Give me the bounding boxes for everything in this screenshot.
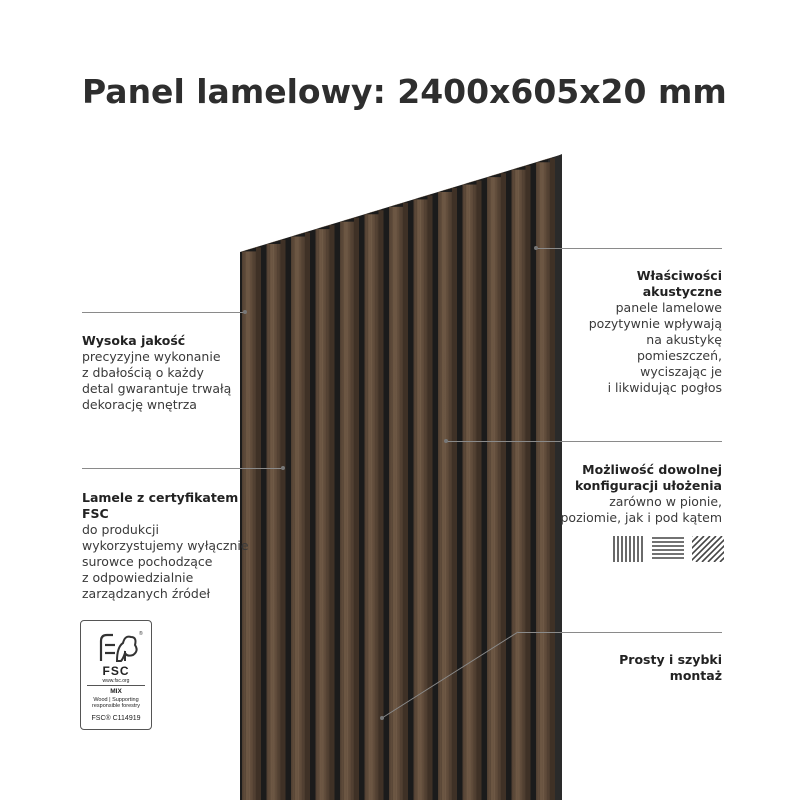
configuration-line: poziomie, jak i pod kątem (560, 510, 722, 525)
fsc-feature (82, 490, 249, 602)
configuration-feature (561, 462, 723, 526)
horizontal-lines-icon (652, 536, 684, 562)
configuration-heading: Możliwość dowolnej (582, 462, 722, 477)
quality-line: dekorację wnętrza (82, 397, 197, 412)
fsc-badge-divider (87, 685, 145, 686)
fsc-badge-mix: MIX (110, 688, 122, 695)
fsc-line: zarządzanych źródeł (82, 586, 211, 601)
configuration-line: zarówno w pionie, (609, 494, 722, 509)
fsc-line: z odpowiedzialnie (82, 570, 194, 585)
fsc-badge-desc: Wood | Supporting (93, 697, 139, 703)
fsc-badge (80, 620, 152, 730)
acoustic-heading: Właściwości (636, 268, 722, 283)
svg-text:®: ® (139, 631, 143, 637)
acoustic-line: panele lamelowe (615, 300, 722, 315)
configuration-heading: konfiguracji ułożenia (574, 478, 722, 493)
fsc-badge-url: www.fsc.org (102, 678, 130, 684)
acoustic-line: pozytywnie wpływają (588, 316, 722, 331)
fsc-tree-logo-icon (81, 627, 151, 667)
quality-heading: Wysoka jakość (82, 333, 186, 348)
vertical-lines-icon (612, 536, 644, 562)
mounting-heading: montaż (669, 668, 722, 683)
acoustic-line: pomieszczeń, (636, 348, 722, 363)
fsc-line: do produkcji (82, 522, 159, 537)
acoustic-line: i likwidując pogłos (607, 380, 722, 395)
fsc-heading: FSC (82, 506, 109, 521)
quality-line: detal gwarantuje trwałą (82, 381, 232, 396)
diagonal-lines-icon (692, 536, 724, 562)
fsc-line: surowce pochodzące (82, 554, 213, 569)
fsc-badge-label: FSC (102, 664, 130, 678)
acoustic-line: na akustykę (646, 332, 722, 347)
fsc-badge-code: FSC® C114919 (91, 715, 141, 722)
acoustic-heading: akustyczne (642, 284, 722, 299)
quality-line: precyzyjne wykonanie (82, 349, 221, 364)
mounting-feature (619, 652, 722, 684)
mounting-heading: Prosty i szybki (619, 652, 722, 667)
fsc-heading: Lamele z certyfikatem (82, 490, 239, 505)
acoustic-line: wyciszając je (640, 364, 722, 379)
page-title: Panel lamelowy: 2400x605x20 mm (82, 72, 727, 111)
quality-line: z dbałością o każdy (82, 365, 204, 380)
quality-feature (82, 333, 231, 413)
acoustic-feature (589, 268, 722, 396)
fsc-line: wykorzystujemy wyłącznie (82, 538, 249, 553)
fsc-badge-desc: responsible forestry (92, 703, 140, 709)
